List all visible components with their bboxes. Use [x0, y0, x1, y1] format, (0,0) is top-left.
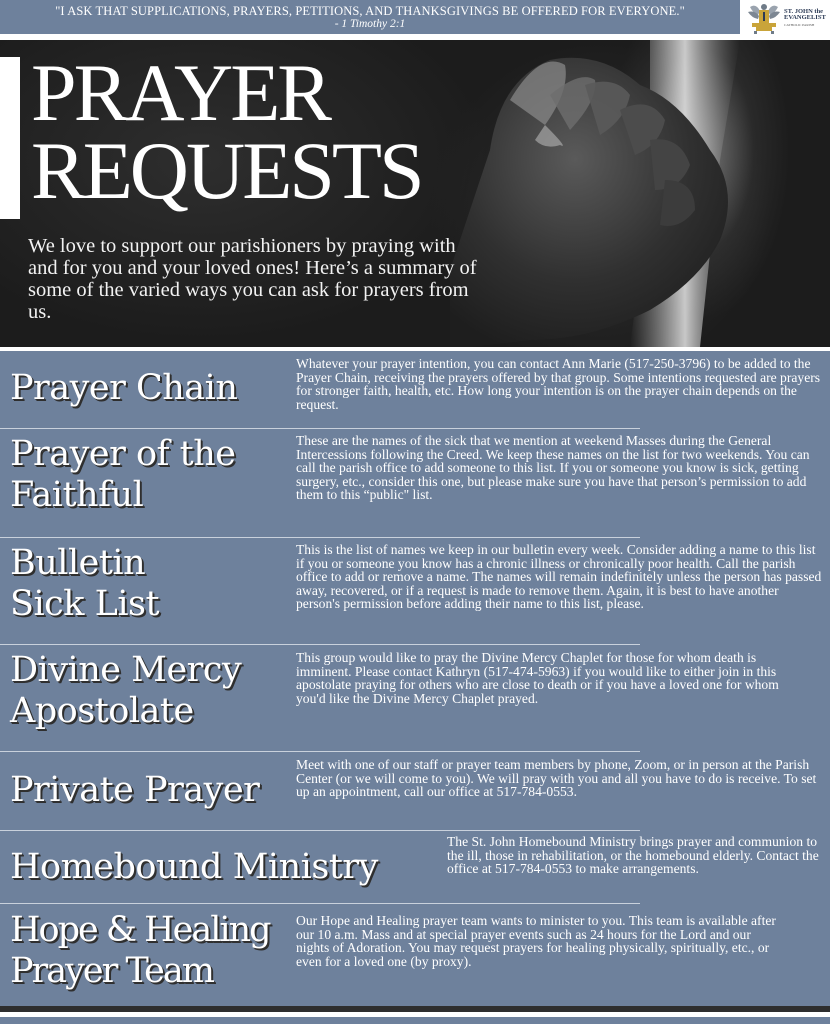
section-title: Homebound Ministry — [10, 847, 378, 887]
section-description: The St. John Homebound Ministry brings prayer and communion to the ill, those in rehabilitation, or the homebound elderly. Contact the office at 517-784-0553 to make arrangements. — [447, 834, 819, 877]
prayer-options-list — [0, 351, 830, 1006]
section-description: This is the list of names we keep in our bulletin every week. Consider adding a name to this list if you or someone you know has a chronic illness or chronically poor health. Call the parish office to add or remove a name. The names will remain indefinitely unless the person has passed away, recovered, or if a request is made to remove them. Again, it is best to have another person's permission before adding their name to this list, please. — [296, 542, 822, 612]
intro-paragraph: We love to support our parishioners by praying with and for you and your loved ones! Here’s a summary of some of the varied ways you can ask for prayers from us. — [28, 235, 477, 323]
parish-logo[interactable] — [742, 0, 830, 36]
parish-name-line3: CATHOLIC PARISH — [784, 22, 815, 27]
section-title: Bulletin Sick List — [10, 543, 160, 624]
section-description: Meet with one of our staff or prayer team members by phone, Zoom, or in person at the Parish Center (or we will come to you). We will pray with you and all you have to do is receive. To set up an appointment, call our office at 517-784-0553. — [296, 757, 817, 800]
section-homebound-ministry — [0, 831, 830, 903]
section-bulletin-sick-list — [0, 538, 830, 644]
section-title: Private Prayer — [10, 770, 260, 810]
section-description: Whatever your prayer intention, you can contact Ann Marie (517-250-3796) to be added to the Prayer Chain, receiving the prayers offered by that group. Some intentions requested are prayers for stronger faith, health, etc. How long your intention is on the prayer chain depends on the request. — [296, 356, 821, 412]
section-divine-mercy-apostolate — [0, 645, 830, 751]
section-title: Prayer of the Faithful — [10, 434, 236, 515]
section-hope-and-healing-prayer-team — [0, 904, 830, 1006]
section-prayer-chain — [0, 351, 830, 428]
praying-hands-image — [450, 40, 830, 347]
section-description: These are the names of the sick that we mention at weekend Masses during the General Intercessions following the Creed. We keep these names on the list for two weekends. You can call the parish office to add someone to this list. If you or someone you know is sick, getting surgery, etc., consider this one, but please make sure you have that person’s permission to add them to this “public" list. — [296, 433, 810, 503]
page-title-line1: PRAYER — [31, 47, 329, 138]
section-description: Our Hope and Healing prayer team wants to minister to you. This team is available after our 10 a.m. Mass and at special prayer events such as 24 hours for the Lord and our nights of Adoration. You may request prayers for healing physically, spiritually, etc., or even for a loved one (by proxy). — [296, 913, 776, 969]
section-description: This group would like to pray the Divine Mercy Chaplet for those for whom death is imminent. Please contact Kathryn (517-474-5963) if you would like to either join in this apostolate praying for others who are close to death or if you have a loved one for whom you'd like the Divine Mercy Chaplet prayed. — [296, 650, 779, 706]
scripture-citation: - 1 Timothy 2:1 — [334, 18, 406, 30]
title-accent-bar — [0, 57, 20, 219]
section-title: Hope & Healing Prayer Team — [10, 910, 270, 991]
section-title: Prayer Chain — [10, 368, 238, 408]
section-title: Divine Mercy Apostolate — [10, 650, 242, 731]
parish-name-line2: EVANGELIST — [784, 14, 826, 22]
hero-banner — [0, 40, 830, 347]
scripture-quote: "I ASK THAT SUPPLICATIONS, PRAYERS, PETITIONS, AND THANKSGIVINGS BE OFFERED FOR EVERYONE." — [55, 4, 685, 18]
parish-name-line1: ST. JOHN the — [784, 7, 824, 15]
footer-blue-band — [0, 1017, 830, 1024]
page-title-line2: REQUESTS — [31, 125, 422, 216]
page-title — [31, 47, 422, 216]
section-prayer-of-the-faithful — [0, 429, 830, 537]
scripture-banner — [0, 0, 740, 34]
parish-name — [784, 9, 826, 28]
section-private-prayer — [0, 752, 830, 830]
parish-crest-icon — [746, 1, 782, 35]
